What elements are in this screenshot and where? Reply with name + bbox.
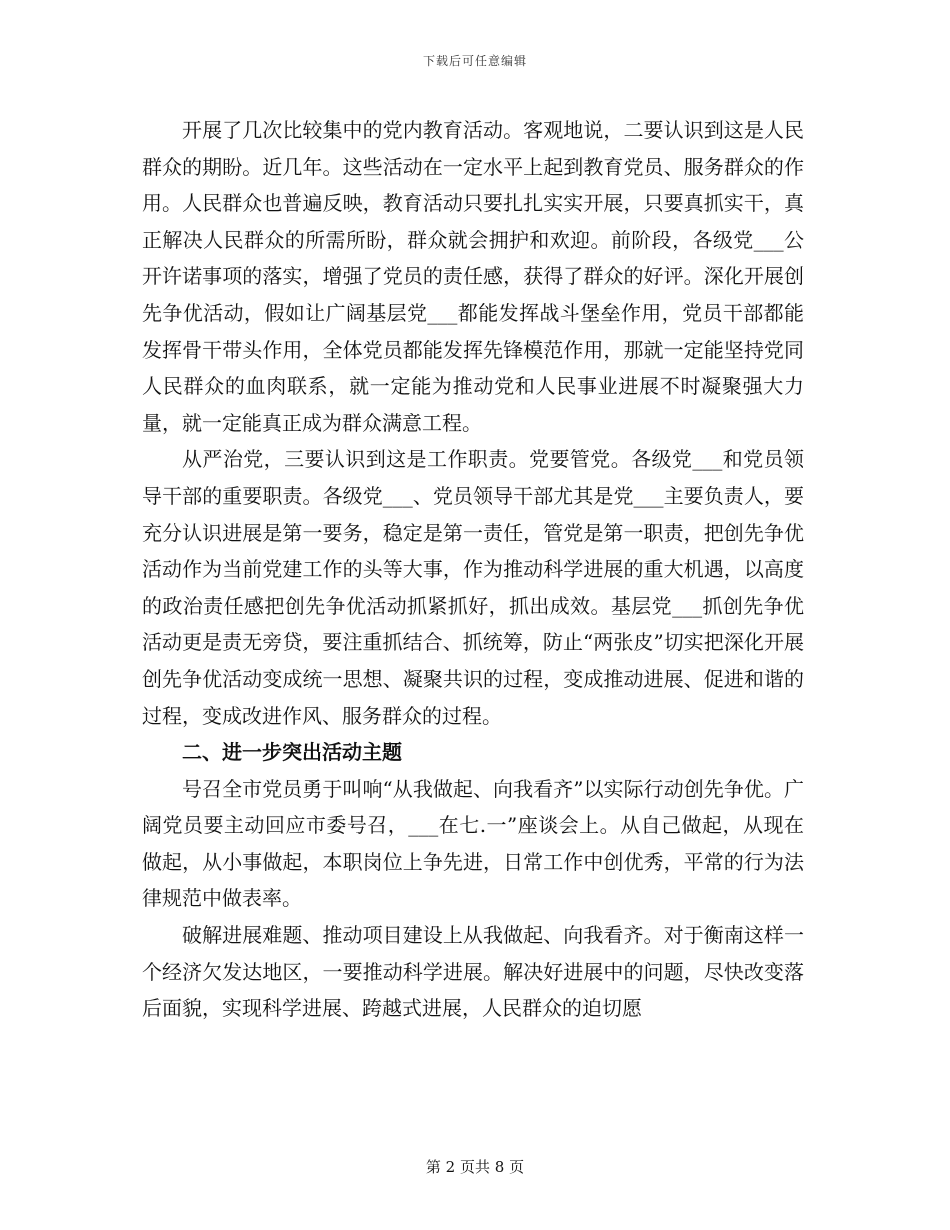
document-body [142,112,804,1027]
body-paragraph: 开展了几次比较集中的党内教育活动。客观地说，二要认识到这是人民群众的期盼。近几年。这些活动在一定水平上起到教育党员、服务群众的作用。人民群众也普遍反映，教育活动只要扎扎实实开展，只要真抓实干，真正解决人民群众的所需所盼，群众就会拥护和欢迎。前阶段，各级党___公开许诺事项的落实，增强了党员的责任感，获得了群众的好评。深化开展创先争优活动，假如让广阔基层党___都能发挥战斗堡垒作用，党员干部都能发挥骨干带头作用，全体党员都能发挥先锋模范作用，那就一定能坚持党同人民群众的血肉联系，就一定能为推动党和人民事业进展不时凝聚强大力量，就一定能真正成为群众满意工程。 [142,118,804,435]
body-paragraph: 从严治党，三要认识到这是工作职责。党要管党。各级党___和党员领导干部的重要职责。各级党___、党员领导干部尤其是党___主要负责人，要充分认识进展是第一要务，稳定是第一责任，管党是第一职责，把创先争优活动作为当前党建工作的头等大事，作为推动科学进展的重大机遇，以高度的政治责任感把创先争优活动抓紧抓好，抓出成效。基层党___抓创先争优活动更是责无旁贷，要注重抓结合、抓统筹，防止“两张皮”切实把深化开展创先争优活动变成统一思想、凝聚共识的过程，变成推动进展、促进和谐的过程，变成改进作风、服务群众的过程。 [142,447,804,728]
page-number: 第 2 页共 8 页 [425,1158,525,1176]
body-paragraph: 破解进展难题、推动项目建设上从我做起、向我看齐。对于衡南这样一个经济欠发达地区，一要推动科学进展。解决好进展中的问题，尽快改变落后面貌，实现科学进展、跨越式进展，人民群众的迫切愿 [142,923,804,1021]
body-paragraph: 号召全市党员勇于叫响“从我做起、向我看齐”以实际行动创先争优。广阔党员要主动回应市委号召，___在七.一”座谈会上。从自己做起，从现在做起，从小事做起，本职岗位上争先进，日常工作中创优秀，平常的行为法律规范中做表率。 [142,776,804,911]
section-heading: 二、进一步突出活动主题 [182,740,402,765]
page-header: 下载后可任意编辑 [422,54,527,68]
